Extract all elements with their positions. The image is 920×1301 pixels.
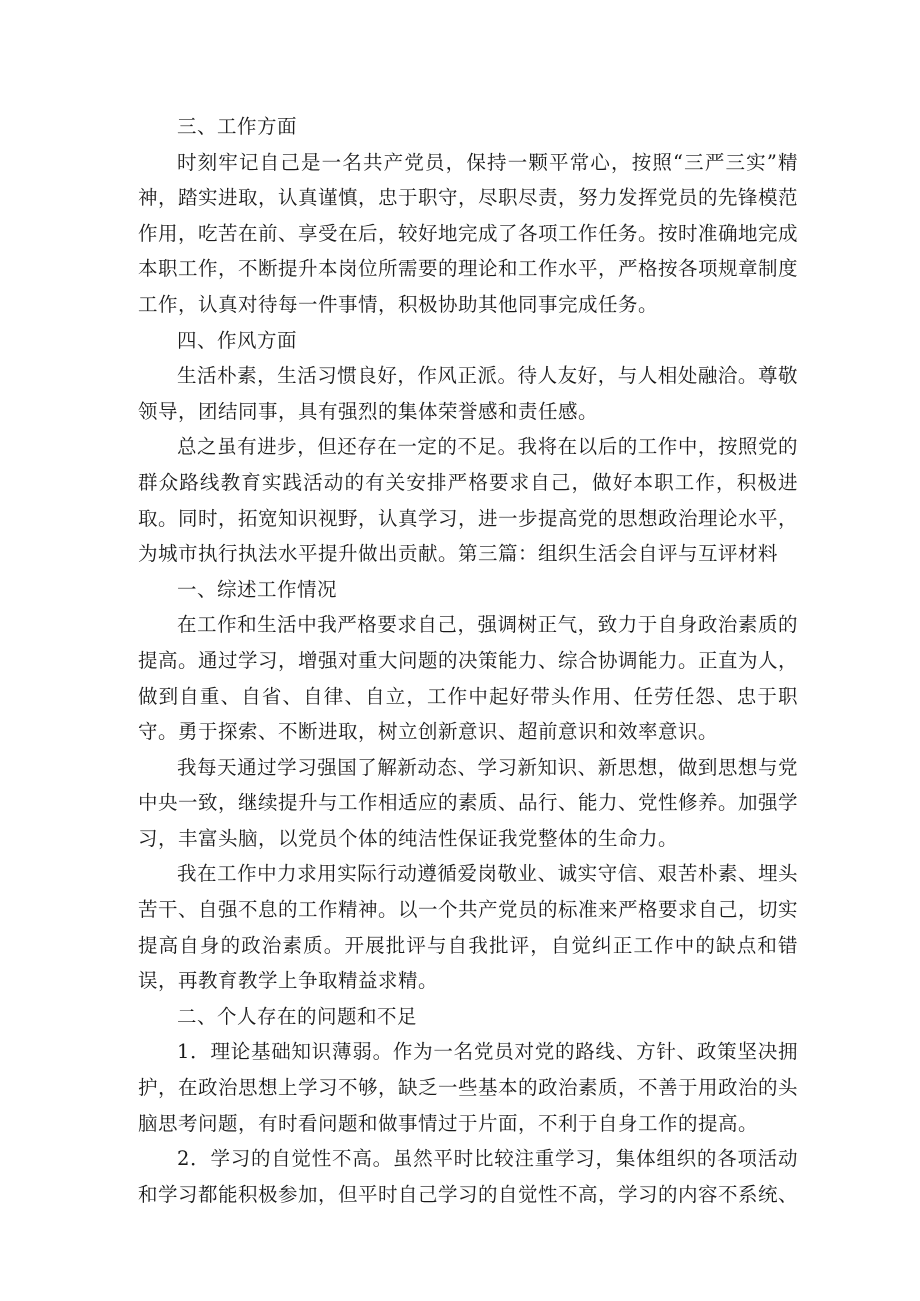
section-heading-overview: 一、综述工作情况	[177, 577, 338, 601]
paragraph-problem-2: 2．学习的自觉性不高。虽然平时比较注重学习，集体组织的各项活动和学习都能积极参加，但平时自己学习的自觉性不高，学习的内容不系统、	[138, 1147, 799, 1206]
paragraph-style: 生活朴素，生活习惯良好，作风正派。待人友好，与人相处融洽。尊敬领导，团结同事，具有强烈的集体荣誉感和责任感。	[138, 364, 798, 423]
paragraph-summary: 总之虽有进步，但还存在一定的不足。我将在以后的工作中，按照党的群众路线教育实践活动的有关安排严格要求自己，做好本职工作，积极进取。同时，拓宽知识视野，认真学习，进一步提高党的思想政治理论水平，为城市执行执法水平提升做出贡献。第三篇：组织生活会自评与互评材料	[138, 435, 799, 566]
paragraph-overview-2: 我每天通过学习强国了解新动态、学习新知识、新思想，做到思想与党中央一致，继续提升与工作相适应的素质、品行、能力、党性修养。加强学习，丰富头脑，以党员个体的纯洁性保证我党整体的生命力。	[138, 755, 799, 850]
section-heading-work: 三、工作方面	[177, 115, 298, 138]
paragraph-problem-1: 1．理论基础知识薄弱。作为一名党员对党的路线、方针、政策坚决拥护，在政治思想上学习不够，缺乏一些基本的政治素质，不善于用政治的头脑思考问题，有时看问题和做事情过于片面，不利于自身工作的提高。	[138, 1040, 799, 1135]
paragraph-overview-1: 在工作和生活中我严格要求自己，强调树正气，致力于自身政治素质的提高。通过学习，增强对重大问题的决策能力、综合协调能力。正直为人，做到自重、自省、自律、自立，工作中起好带头作用、任劳任怨、忠于职守。勇于探索、不断进取，树立创新意识、超前意识和效率意识。	[138, 613, 799, 744]
section-heading-problems: 二、个人存在的问题和不足	[177, 1004, 418, 1028]
section-heading-style: 四、作风方面	[177, 328, 298, 352]
paragraph-work: 时刻牢记自己是一名共产党员，保持一颗平常心，按照“三严三实”精神，踏实进取，认真谨慎，忠于职守，尽职尽责，努力发挥党员的先锋模范作用，吃苦在前、享受在后，较好地完成了各项工作任务。按时准确地完成本职工作，不断提升本岗位所需要的理论和工作水平，严格按各项规章制度工作，认真对待每一件事情，积极协助其他同事完成任务。	[138, 150, 799, 316]
paragraph-overview-3: 我在工作中力求用实际行动遵循爱岗敬业、诚实守信、艰苦朴素、埋头苦干、自强不息的工作精神。以一个共产党员的标准来严格要求自己，切实提高自身的政治素质。开展批评与自我批评，自觉纠正工作中的缺点和错误，再教育教学上争取精益求精。	[138, 862, 799, 993]
document-page	[138, 109, 798, 1212]
